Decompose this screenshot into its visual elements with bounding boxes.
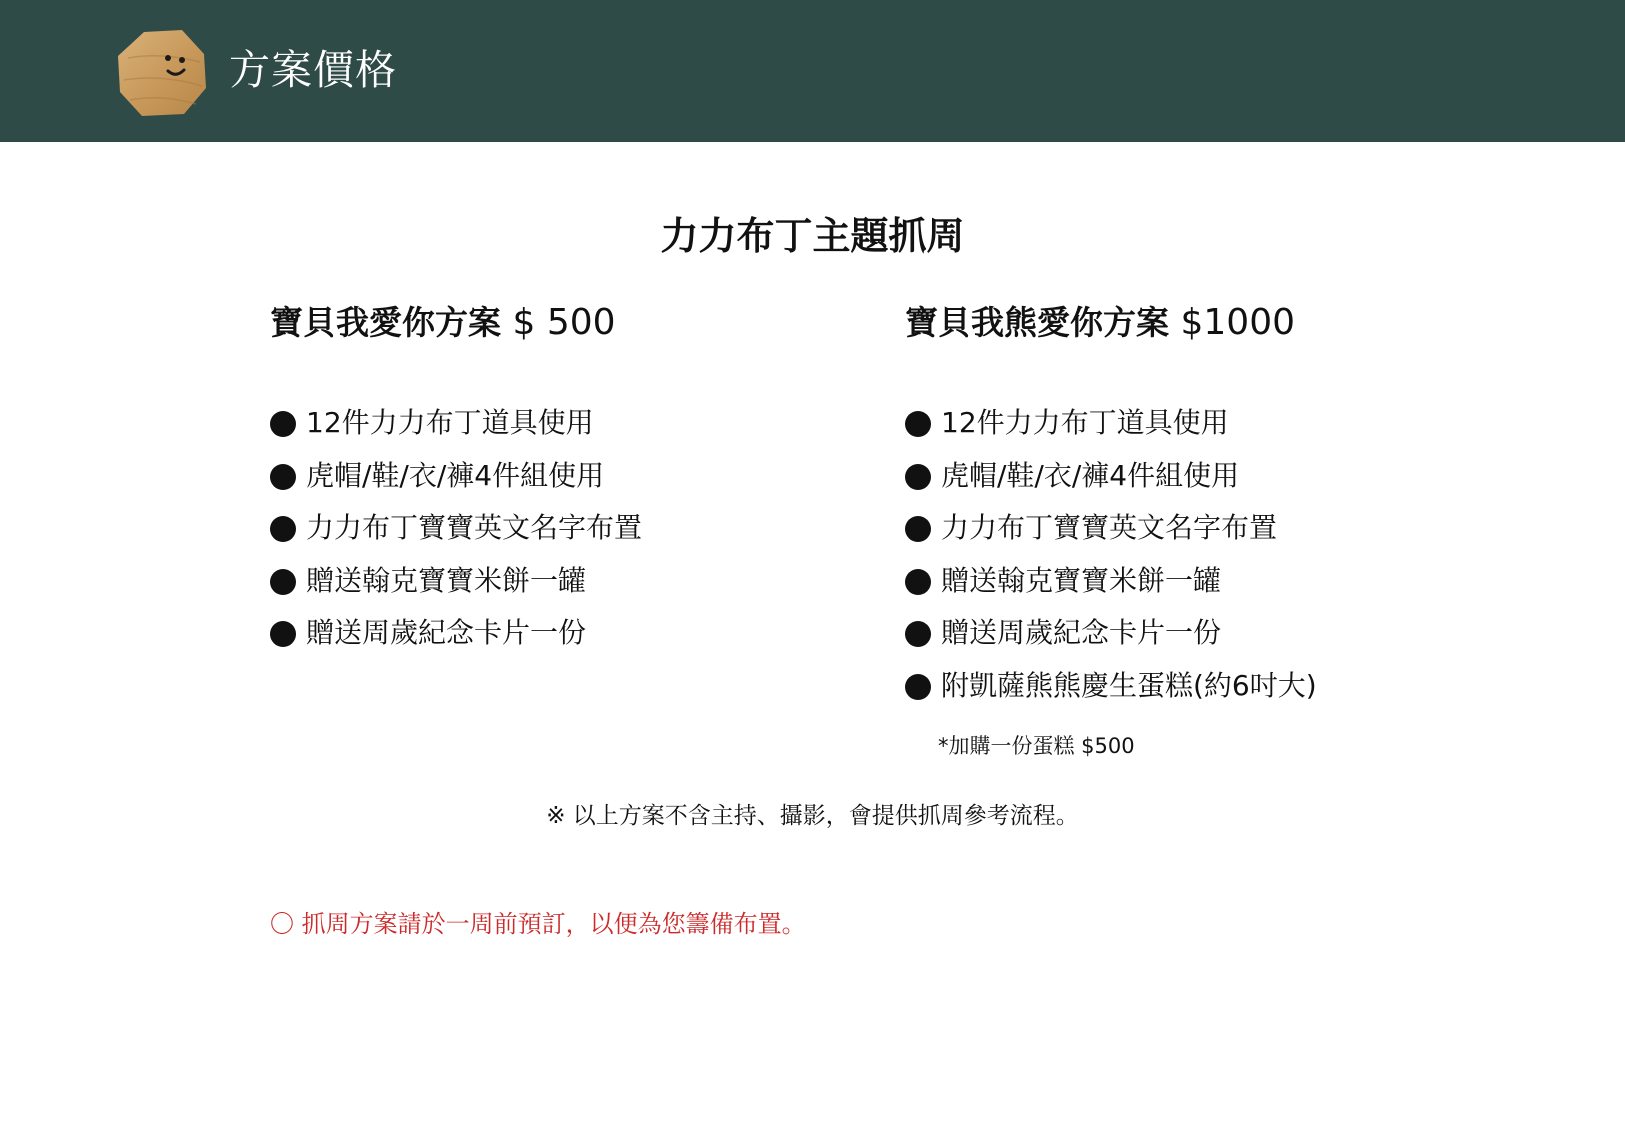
bullet-icon xyxy=(905,569,931,595)
bullet-icon xyxy=(905,411,931,437)
bullet-icon xyxy=(270,411,296,437)
header-bar xyxy=(0,0,1625,142)
bullet-icon xyxy=(905,464,931,490)
plan-card-basic xyxy=(270,302,870,649)
plan-title xyxy=(905,302,1505,343)
bullet-icon xyxy=(905,674,931,700)
bullet-icon xyxy=(270,464,296,490)
smiley-logo-icon xyxy=(116,28,208,118)
plan-price: $ 500 xyxy=(512,302,616,343)
plan-title xyxy=(270,302,870,343)
bullet-icon xyxy=(905,621,931,647)
feature-item: 力力布丁寶寶英文名字布置 xyxy=(905,513,1317,566)
plan-name: 寶貝我愛你方案 xyxy=(270,303,501,342)
feature-item: 虎帽/鞋/衣/褲4件組使用 xyxy=(270,461,642,514)
feature-item: 贈送翰克寶寶米餅一罐 xyxy=(905,566,1317,619)
plan-name: 寶貝我熊愛你方案 xyxy=(905,303,1169,342)
disclaimer-note: ※ 以上方案不含主持、攝影，會提供抓周參考流程。 xyxy=(546,803,1079,829)
booking-reminder: 〇 抓周方案請於一周前預訂，以便為您籌備布置。 xyxy=(270,910,806,938)
plan-price: $1000 xyxy=(1180,302,1296,343)
feature-item: 贈送周歲紀念卡片一份 xyxy=(905,618,1317,671)
page-title: 方案價格 xyxy=(229,46,397,94)
bullet-icon xyxy=(905,516,931,542)
feature-item: 12件力力布丁道具使用 xyxy=(905,408,1317,461)
section-title: 力力布丁主題抓周 xyxy=(660,214,965,258)
plan-card-premium xyxy=(905,302,1505,758)
feature-item: 12件力力布丁道具使用 xyxy=(270,408,642,461)
feature-list xyxy=(905,408,1317,723)
feature-item: 贈送翰克寶寶米餅一罐 xyxy=(270,566,642,619)
bullet-icon xyxy=(270,516,296,542)
bullet-icon xyxy=(270,569,296,595)
addon-note: *加購一份蛋糕 $500 xyxy=(938,734,1135,758)
bullet-icon xyxy=(270,621,296,647)
feature-list xyxy=(270,408,642,671)
feature-item: 贈送周歲紀念卡片一份 xyxy=(270,618,642,671)
feature-item: 力力布丁寶寶英文名字布置 xyxy=(270,513,642,566)
feature-item: 虎帽/鞋/衣/褲4件組使用 xyxy=(905,461,1317,514)
feature-item: 附凱薩熊熊慶生蛋糕(約6吋大) xyxy=(905,671,1317,724)
